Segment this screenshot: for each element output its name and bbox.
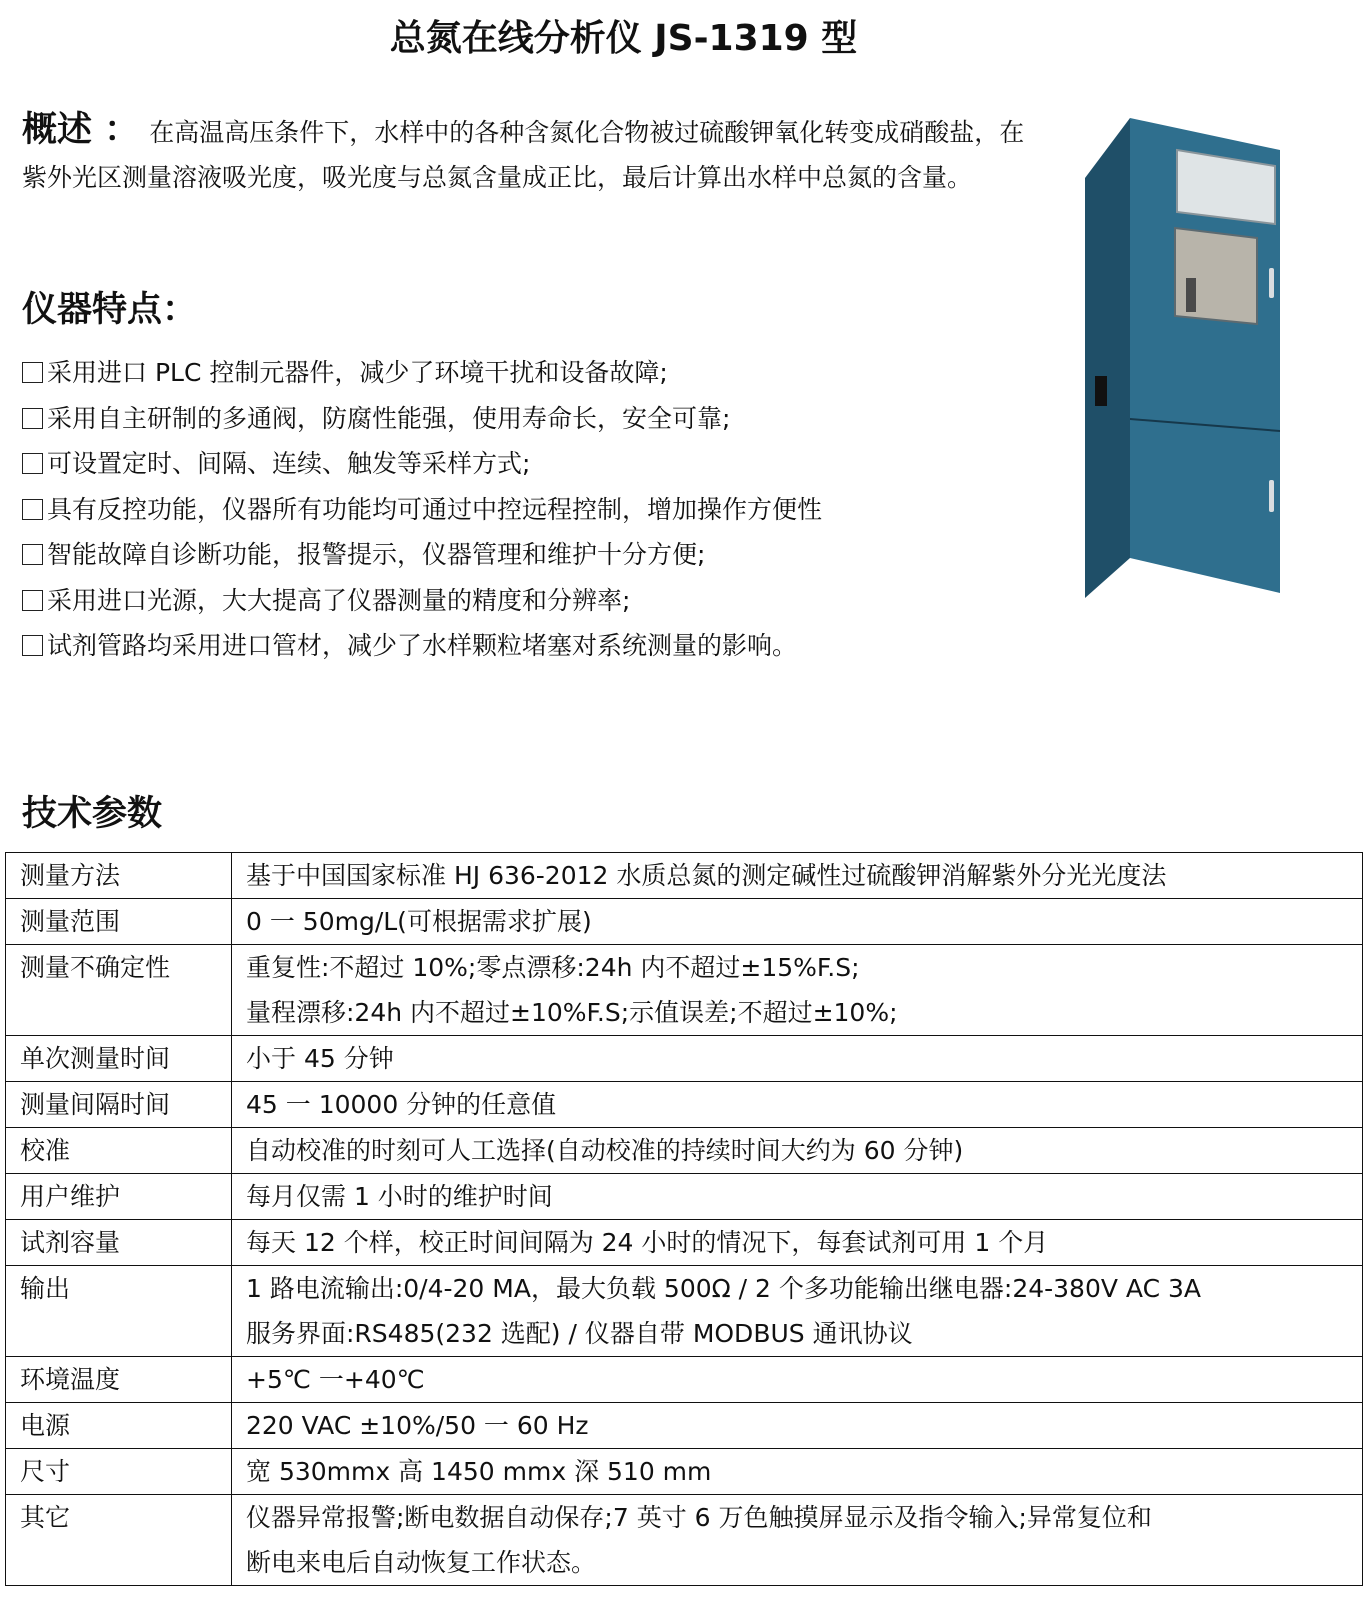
spec-value-line: 重复性:不超过 10%;零点漂移:24h 内不超过±15%F.S; bbox=[246, 953, 860, 982]
spec-value bbox=[232, 1403, 1363, 1449]
checkbox-square-icon bbox=[22, 453, 43, 474]
spec-row bbox=[6, 1495, 1363, 1586]
analyzer-cabinet-image bbox=[1085, 118, 1295, 618]
spec-row bbox=[6, 1403, 1363, 1449]
spec-row bbox=[6, 1220, 1363, 1266]
spec-row bbox=[6, 1174, 1363, 1220]
spec-value-line: 小于 45 分钟 bbox=[246, 1044, 394, 1073]
spec-row bbox=[6, 1082, 1363, 1128]
spec-row bbox=[6, 899, 1363, 945]
checkbox-square-icon bbox=[22, 362, 43, 383]
spec-value bbox=[232, 1449, 1363, 1495]
spec-value bbox=[232, 899, 1363, 945]
spec-value bbox=[232, 1082, 1363, 1128]
spec-key: 测量不确定性 bbox=[6, 945, 232, 1036]
page-title: 总氮在线分析仪 JS-1319 型 bbox=[389, 18, 858, 59]
checkbox-square-icon bbox=[22, 590, 43, 611]
spec-value-line: 45 一 10000 分钟的任意值 bbox=[246, 1090, 557, 1119]
spec-key: 单次测量时间 bbox=[6, 1036, 232, 1082]
overview-paragraph bbox=[22, 108, 1032, 200]
spec-value-line: 1 路电流输出:0/4-20 MA，最大负载 500Ω / 2 个多功能输出继电器:24-380V AC 3A bbox=[246, 1274, 1201, 1303]
spec-table-body bbox=[6, 853, 1363, 1586]
spec-value bbox=[232, 1495, 1363, 1586]
spec-key: 其它 bbox=[6, 1495, 232, 1586]
spec-row bbox=[6, 1036, 1363, 1082]
spec-value-line: 220 VAC ±10%/50 一 60 Hz bbox=[246, 1411, 589, 1440]
feature-item: 采用进口 PLC 控制元器件，减少了环境干扰和设备故障; bbox=[22, 350, 822, 396]
spec-key: 测量间隔时间 bbox=[6, 1082, 232, 1128]
spec-key: 电源 bbox=[6, 1403, 232, 1449]
feature-item: 可设置定时、间隔、连续、触发等采样方式; bbox=[22, 441, 822, 487]
features-heading: 仪器特点： bbox=[22, 290, 198, 330]
spec-key: 测量范围 bbox=[6, 899, 232, 945]
cabinet-side bbox=[1085, 118, 1130, 598]
spec-key: 用户维护 bbox=[6, 1174, 232, 1220]
features-list bbox=[22, 350, 822, 669]
spec-key: 校准 bbox=[6, 1128, 232, 1174]
spec-value-line: 每天 12 个样，校正时间间隔为 24 小时的情况下，每套试剂可用 1 个月 bbox=[246, 1228, 1049, 1257]
spec-key: 试剂容量 bbox=[6, 1220, 232, 1266]
feature-item: 试剂管路均采用进口管材，减少了水样颗粒堵塞对系统测量的影响。 bbox=[22, 623, 822, 669]
spec-key: 测量方法 bbox=[6, 853, 232, 899]
spec-key: 尺寸 bbox=[6, 1449, 232, 1495]
checkbox-square-icon bbox=[22, 408, 43, 429]
spec-value bbox=[232, 1128, 1363, 1174]
spec-value bbox=[232, 1357, 1363, 1403]
spec-value bbox=[232, 853, 1363, 899]
spec-value-line: 基于中国国家标准 HJ 636-2012 水质总氮的测定碱性过硫酸钾消解紫外分光光度法 bbox=[246, 861, 1167, 890]
checkbox-square-icon bbox=[22, 544, 43, 565]
overview-heading: 概述 ： bbox=[22, 110, 140, 150]
feature-item: 采用自主研制的多通阀，防腐性能强，使用寿命长，安全可靠; bbox=[22, 396, 822, 442]
spec-value-line: 宽 530mmx 高 1450 mmx 深 510 mm bbox=[246, 1457, 712, 1486]
spec-key: 输出 bbox=[6, 1266, 232, 1357]
checkbox-square-icon bbox=[22, 499, 43, 520]
spec-table bbox=[5, 852, 1363, 1586]
feature-item: 智能故障自诊断功能，报警提示，仪器管理和维护十分方便; bbox=[22, 532, 822, 578]
inner-component bbox=[1186, 278, 1196, 312]
spec-value bbox=[232, 1266, 1363, 1357]
spec-value-line: 仪器异常报警;断电数据自动保存;7 英寸 6 万色触摸屏显示及指令输入;异常复位和 bbox=[246, 1503, 1152, 1532]
side-vent bbox=[1095, 376, 1107, 406]
spec-value-line: 量程漂移:24h 内不超过±10%F.S;示值误差;不超过±10%; bbox=[246, 998, 898, 1027]
spec-value-line: +5℃ 一+40℃ bbox=[246, 1365, 425, 1394]
spec-value bbox=[232, 945, 1363, 1036]
overview-text: 在高温高压条件下，水样中的各种含氮化合物被过硫酸钾氧化转变成硝酸盐，在紫外光区测量溶液吸光度，吸光度与总氮含量成正比，最后计算出水样中总氮的含量。 bbox=[22, 118, 1025, 192]
spec-value-line: 每月仅需 1 小时的维护时间 bbox=[246, 1182, 553, 1211]
spec-row bbox=[6, 853, 1363, 899]
door-handle-upper bbox=[1269, 268, 1274, 298]
feature-item: 采用进口光源，大大提高了仪器测量的精度和分辨率; bbox=[22, 578, 822, 624]
params-heading: 技术参数 bbox=[22, 794, 163, 834]
spec-value bbox=[232, 1036, 1363, 1082]
spec-row bbox=[6, 1128, 1363, 1174]
spec-row bbox=[6, 1357, 1363, 1403]
spec-value bbox=[232, 1220, 1363, 1266]
spec-value bbox=[232, 1174, 1363, 1220]
spec-value-line: 服务界面:RS485(232 选配) / 仪器自带 MODBUS 通讯协议 bbox=[246, 1319, 913, 1348]
spec-key: 环境温度 bbox=[6, 1357, 232, 1403]
spec-value-line: 0 一 50mg/L(可根据需求扩展) bbox=[246, 907, 592, 936]
spec-row bbox=[6, 945, 1363, 1036]
feature-item: 具有反控功能，仪器所有功能均可通过中控远程控制，增加操作方便性 bbox=[22, 487, 822, 533]
door-handle-lower bbox=[1269, 480, 1274, 512]
spec-value-line: 断电来电后自动恢复工作状态。 bbox=[246, 1548, 597, 1577]
spec-row bbox=[6, 1266, 1363, 1357]
spec-value-line: 自动校准的时刻可人工选择(自动校准的持续时间大约为 60 分钟) bbox=[246, 1136, 964, 1165]
spec-row bbox=[6, 1449, 1363, 1495]
checkbox-square-icon bbox=[22, 635, 43, 656]
